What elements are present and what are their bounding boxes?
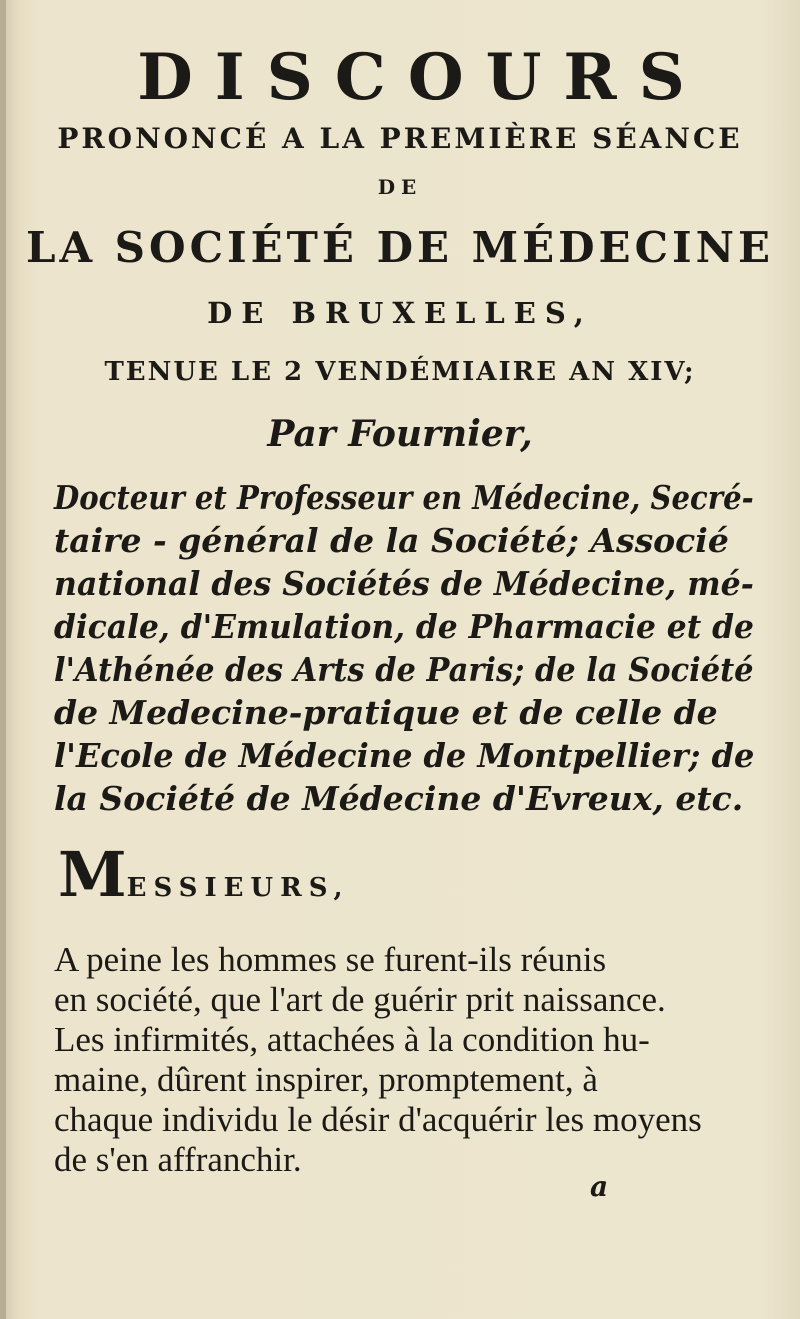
page-title: DISCOURS	[137, 40, 707, 115]
body-line: en société, que l'art de guérir prit naissance.	[54, 980, 666, 1019]
body-line: de s'en affranchir.	[54, 1140, 302, 1179]
author-titles-line: taire - général de la Société; Associé	[54, 521, 729, 560]
author-titles-line: national des Sociétés de Médecine, mé-	[54, 564, 754, 603]
author-titles-line: de Medecine-pratique et de celle de	[54, 693, 718, 732]
salutation	[58, 838, 350, 911]
author-titles-line: l'Athénée des Arts de Paris; de la Société	[54, 650, 754, 689]
author-titles-line: dicale, d'Emulation, de Pharmacie et de	[54, 607, 754, 646]
body-line: chaque individu le désir d'acquérir les moyens	[54, 1100, 702, 1139]
salutation-rest: ESSIEURS,	[126, 873, 350, 903]
body-line: Les infirmités, attachées à la condition hu-	[54, 1020, 650, 1059]
author-line: Par Fournier,	[267, 413, 533, 455]
society-name: LA SOCIÉTÉ DE MÉDECINE	[25, 223, 775, 272]
subtitle-de: DE	[377, 175, 423, 199]
author-titles-line: la Société de Médecine d'Evreux, etc.	[54, 779, 744, 818]
author-titles-line: Docteur et Professeur en Médecine, Secré-	[54, 478, 754, 517]
city-line: DE BRUXELLES,	[207, 296, 593, 330]
body-line: A peine les hommes se furent-ils réunis	[54, 940, 607, 979]
author-titles-line: l'Ecole de Médecine de Montpellier; de	[54, 736, 755, 775]
subtitle-line: PRONONCÉ A LA PREMIÈRE SÉANCE	[57, 122, 743, 155]
body-line: maine, dûrent inspirer, promptement, à	[54, 1060, 598, 1099]
signature-mark: a	[590, 1170, 609, 1203]
date-line: TENUE LE 2 VENDÉMIAIRE AN XIV;	[104, 357, 696, 387]
salutation-initial: M	[58, 838, 127, 911]
